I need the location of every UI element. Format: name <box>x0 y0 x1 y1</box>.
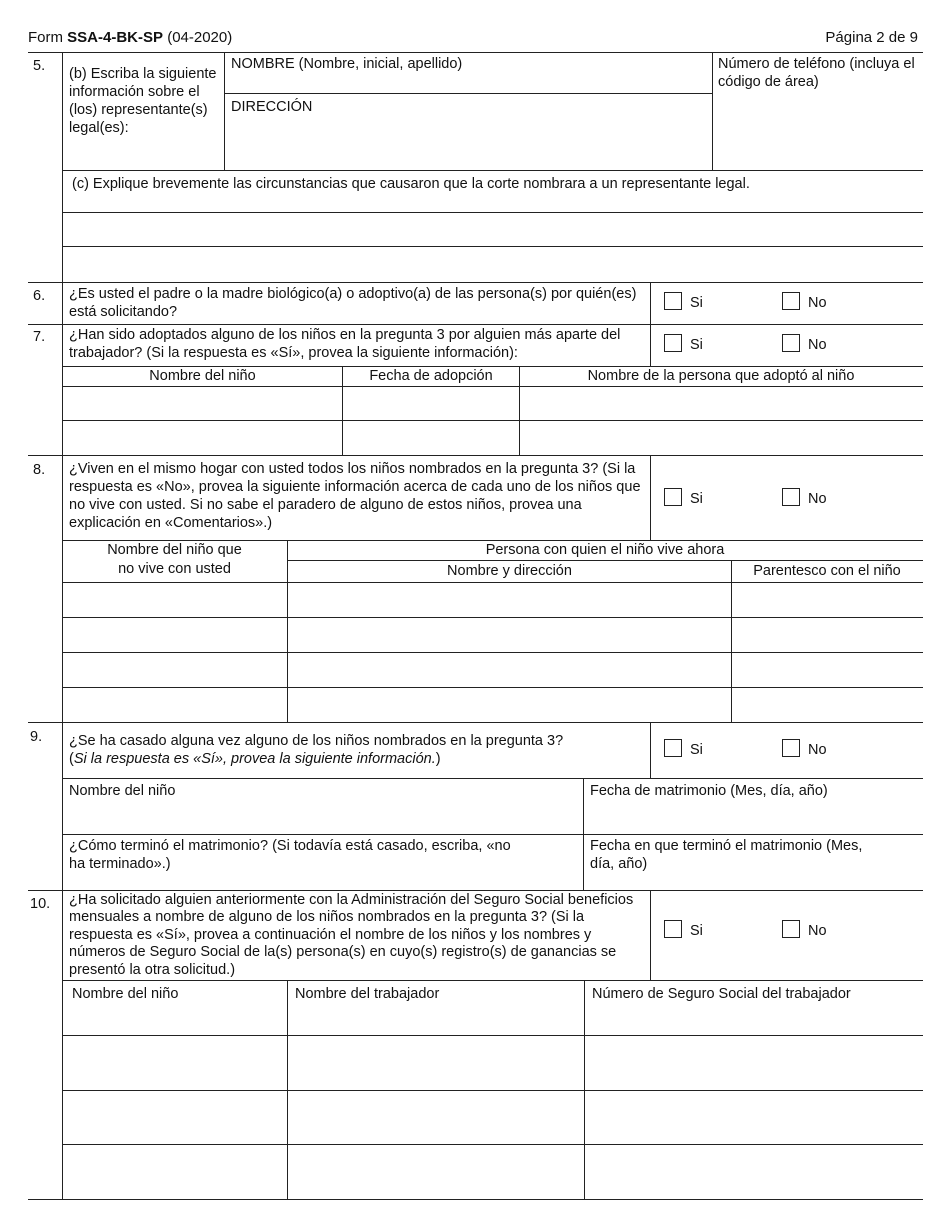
q7-question: ¿Han sido adoptados alguno de los niños en la pregunta 3 por alguien más aparte del trabajador? (Si la respuesta es «Sí», provea la siguiente información): <box>69 327 621 362</box>
q8-no-label: No <box>808 491 827 507</box>
q5-name-label: NOMBRE (Nombre, inicial, apellido) <box>231 56 463 72</box>
q6-no-label: No <box>808 295 827 311</box>
q10-row-2-child[interactable] <box>64 1037 286 1089</box>
q9-yes-label: Si <box>690 742 703 758</box>
q10-yes-label: Si <box>690 923 703 939</box>
q-left-border <box>62 52 63 1199</box>
q10-no-checkbox[interactable] <box>782 920 800 938</box>
q8-row-2-child[interactable] <box>64 619 286 651</box>
q9-end-date-field[interactable] <box>585 872 922 889</box>
q9-how-ended-label: ¿Cómo terminó el matrimonio? (Si todavía está casado, escriba, «no ha terminado».) <box>69 838 511 873</box>
q7-no-checkbox[interactable] <box>782 334 800 352</box>
q5-divider-2 <box>712 52 713 170</box>
form-bottom-rule <box>28 1199 923 1200</box>
q8-row-4-name-address[interactable] <box>289 689 730 721</box>
q10-divider <box>650 890 651 980</box>
q10-row-1-worker[interactable] <box>289 1003 583 1034</box>
q10-no-label: No <box>808 923 827 939</box>
q10-row-1-ssn[interactable] <box>586 1003 922 1034</box>
q7-divider <box>650 324 651 366</box>
q5-phone-field[interactable] <box>714 92 922 168</box>
q7-col-div-2 <box>519 366 520 455</box>
q5-c-label: (c) Explique brevemente las circunstancias que causaron que la corte nombrara a un representante legal. <box>72 176 750 192</box>
form-id <box>28 29 232 48</box>
q5-address-field[interactable] <box>225 114 711 168</box>
q8-row-rule-2 <box>62 652 923 653</box>
q7-row-1-child[interactable] <box>64 388 341 419</box>
q8-col-child-line-1: Nombre del niño que <box>107 542 242 558</box>
q7-yes-checkbox[interactable] <box>664 334 682 352</box>
q7-top-rule <box>28 324 923 325</box>
q8-header-bottom <box>62 582 923 583</box>
q6-number: 6. <box>33 288 46 304</box>
form-number: SSA-4-BK-SP <box>67 29 164 46</box>
q5-name-field[interactable] <box>225 70 711 92</box>
q7-col-date: Fecha de adopción <box>369 368 493 384</box>
q8-row-2-relationship[interactable] <box>733 619 922 651</box>
q10-col-child: Nombre del niño <box>72 986 179 1002</box>
q9-question-line-1: ¿Se ha casado alguna vez alguno de los niños nombrados en la pregunta 3? <box>69 733 564 749</box>
q8-row-3-relationship[interactable] <box>733 654 922 686</box>
q8-row-3-name-address[interactable] <box>289 654 730 686</box>
q8-yes-checkbox[interactable] <box>664 488 682 506</box>
q8-row-2-name-address[interactable] <box>289 619 730 651</box>
q6-no-checkbox[interactable] <box>782 292 800 310</box>
q7-header-bottom <box>62 386 923 387</box>
q7-row-2-child[interactable] <box>64 422 341 454</box>
q9-yes-checkbox[interactable] <box>664 739 682 757</box>
q9-paren-close: ) <box>435 751 441 767</box>
q8-top-rule <box>28 455 923 456</box>
q10-question: ¿Ha solicitado alguien anteriormente con la Administración del Seguro Social beneficios mensuales a nombre de alguno de los niños nombrados en la pregunta 3? (Si la respuesta es «Sí», provea a continuación el nombre de los niños y los nombres y números de Seguro Social de la(s) persona(s) en cuyo(s) registro(s) de ganancias se presentó la otra solicitud.) <box>69 892 634 978</box>
q7-row-2-adopter[interactable] <box>521 422 922 454</box>
q5-phone-label: Número de teléfono (incluya el código de área) <box>718 56 915 91</box>
q7-row-1-adopter[interactable] <box>521 388 922 419</box>
q8-row-4-child[interactable] <box>64 689 286 721</box>
q10-row-2-ssn[interactable] <box>586 1037 922 1089</box>
q9-marriage-date-label: Fecha de matrimonio (Mes, día, año) <box>590 783 828 799</box>
q8-row-1-child[interactable] <box>64 584 286 616</box>
q5-c-line-2 <box>62 246 923 247</box>
q6-question: ¿Es usted el padre o la madre biológico(a) o adoptivo(a) de las persona(s) por quién(es) está solicitando? <box>69 286 637 321</box>
q6-yes-checkbox[interactable] <box>664 292 682 310</box>
q8-col-relationship: Parentesco con el niño <box>753 563 901 579</box>
q9-question-italic: Si la respuesta es «Sí», provea la siguiente información. <box>73 751 436 767</box>
q8-row-1-relationship[interactable] <box>733 584 922 616</box>
q5-c-field-2[interactable] <box>64 248 922 281</box>
q8-row-rule-3 <box>62 687 923 688</box>
q6-divider <box>650 282 651 324</box>
q7-no-label: No <box>808 337 827 353</box>
q8-row-rule-1 <box>62 617 923 618</box>
q8-divider <box>650 455 651 540</box>
q8-row-3-child[interactable] <box>64 654 286 686</box>
q10-row-rule-2 <box>62 1090 923 1091</box>
q10-row-3-worker[interactable] <box>289 1092 583 1143</box>
q9-end-date-label: Fecha en que terminó el matrimonio (Mes, día, año) <box>590 838 863 873</box>
q8-col-div-1 <box>287 540 288 722</box>
q9-mid-rule <box>62 834 923 835</box>
q10-col-worker: Nombre del trabajador <box>295 986 440 1002</box>
q8-row-4-relationship[interactable] <box>733 689 922 721</box>
form-prefix: Form <box>28 29 68 46</box>
q5-name-rule <box>224 93 712 94</box>
q10-col-ssn: Número de Seguro Social del trabajador <box>592 986 851 1002</box>
q10-row-2-worker[interactable] <box>289 1037 583 1089</box>
q6-yes-label: Si <box>690 295 703 311</box>
q8-number: 8. <box>33 462 46 478</box>
q10-top-rule <box>28 890 923 891</box>
q10-row-3-child[interactable] <box>64 1092 286 1143</box>
q5-c-line-1 <box>62 212 923 213</box>
q7-col-child: Nombre del niño <box>149 368 256 384</box>
q5-top-rule <box>28 52 923 53</box>
page-number: Página 2 de 9 <box>825 29 918 46</box>
q7-row-2-date[interactable] <box>344 422 518 454</box>
q5-b-bottom <box>62 170 923 171</box>
form-date: (04-2020) <box>163 29 233 46</box>
q8-row-1-name-address[interactable] <box>289 584 730 616</box>
q10-row-rule-1 <box>62 1035 923 1036</box>
q5-address-label: DIRECCIÓN <box>231 99 313 115</box>
q8-col-person: Persona con quien el niño vive ahora <box>485 542 725 558</box>
q10-row-4-child[interactable] <box>64 1146 286 1198</box>
q8-question: ¿Viven en el mismo hogar con usted todos los niños nombrados en la pregunta 3? (Si la respuesta es «No», provea la siguiente información acerca de cada uno de los niños que no vive con usted. Si no sabe el paradero de alguno de estos niños, provea una explicación en «Comentarios».) <box>69 461 641 531</box>
q10-row-3-ssn[interactable] <box>586 1092 922 1143</box>
q7-row-1-date[interactable] <box>344 388 518 419</box>
q8-subheader-rule <box>287 560 923 561</box>
q8-col-child-line-2: no vive con usted <box>118 561 231 577</box>
q7-row-rule <box>62 420 923 421</box>
q9-top-rule <box>28 722 923 723</box>
q8-yes-label: Si <box>690 491 703 507</box>
q9-child-name-label: Nombre del niño <box>69 783 176 799</box>
q9-marriage-date-field[interactable] <box>585 800 922 832</box>
q8-col-div-2 <box>731 560 732 722</box>
q9-divider <box>650 722 651 778</box>
q10-row-4-worker[interactable] <box>289 1146 583 1198</box>
q10-yes-checkbox[interactable] <box>664 920 682 938</box>
q7-yes-label: Si <box>690 337 703 353</box>
q8-col-name-address: Nombre y dirección <box>447 563 572 579</box>
q9-number: 9. <box>30 729 43 745</box>
q9-paren-open: ( <box>69 751 74 767</box>
q7-number: 7. <box>33 329 46 345</box>
q10-row-4-ssn[interactable] <box>586 1146 922 1198</box>
q7-col-adopter: Nombre de la persona que adoptó al niño <box>587 368 855 384</box>
q5-number: 5. <box>33 58 46 74</box>
q10-row-1-child[interactable] <box>64 1003 286 1034</box>
q10-number: 10. <box>30 896 51 912</box>
q9-question-line-2 <box>69 750 441 768</box>
q8-no-checkbox[interactable] <box>782 488 800 506</box>
q10-table-top <box>62 980 923 981</box>
q6-top-rule <box>28 282 923 283</box>
q9-no-checkbox[interactable] <box>782 739 800 757</box>
q9-fields-top <box>62 778 923 779</box>
q5-c-field-1[interactable] <box>64 214 922 245</box>
q9-no-label: No <box>808 742 827 758</box>
q5-b-label: (b) Escriba la siguiente información sobre el (los) representante(s) legal(es): <box>69 66 217 137</box>
q10-row-rule-3 <box>62 1144 923 1145</box>
q9-child-name-field[interactable] <box>64 800 582 832</box>
q9-how-ended-field[interactable] <box>64 872 582 889</box>
q7-col-div-1 <box>342 366 343 455</box>
